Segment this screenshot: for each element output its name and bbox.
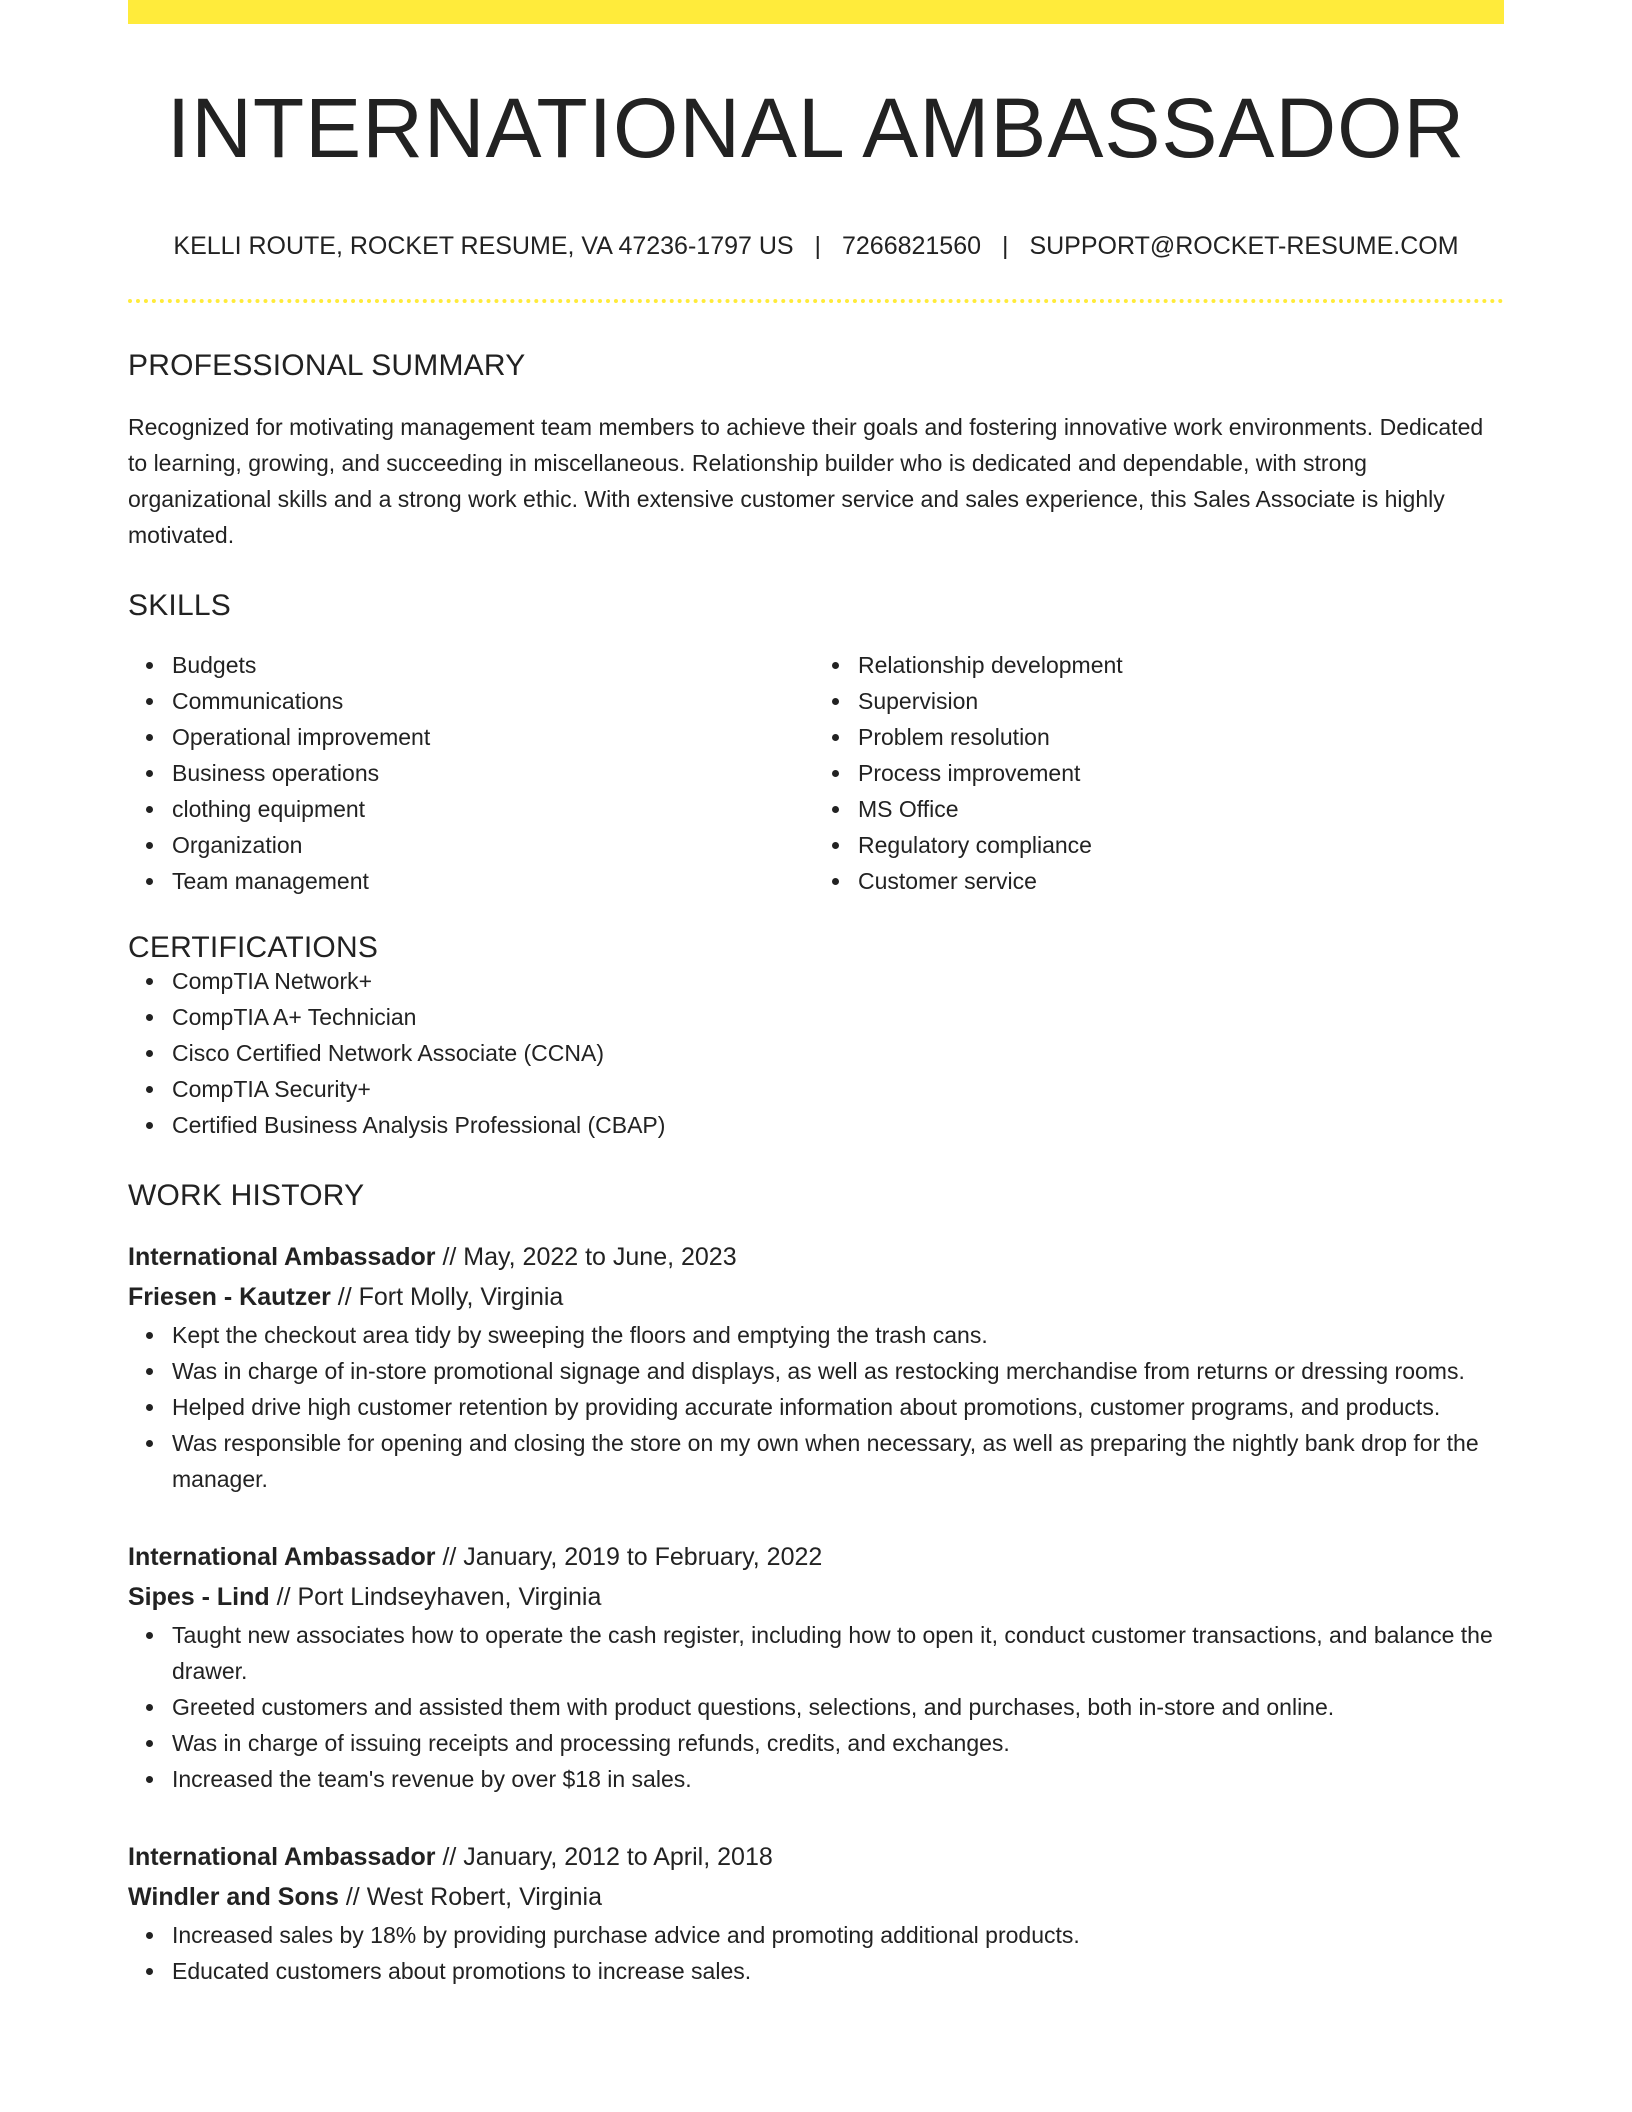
job-duty-item: Kept the checkout area tidy by sweeping the floors and emptying the trash cans. xyxy=(172,1317,1504,1353)
job-dates: // January, 2019 to February, 2022 xyxy=(442,1543,823,1571)
skill-item: Supervision xyxy=(858,683,1504,719)
skills-list-left xyxy=(128,647,816,899)
accent-top-bar xyxy=(128,0,1504,24)
job-role: International Ambassador xyxy=(128,1543,436,1571)
skill-item: MS Office xyxy=(858,791,1504,827)
job-role-line xyxy=(128,1837,1504,1877)
work-history-heading: WORK HISTORY xyxy=(128,1179,365,1212)
job-role-line xyxy=(128,1537,1504,1577)
job-duty-item: Increased the team's revenue by over $18 in sales. xyxy=(172,1761,1504,1797)
skill-item: Communications xyxy=(172,683,816,719)
job-duty-item: Was in charge of in-store promotional signage and displays, as well as restocking merchandise from returns or dressing rooms. xyxy=(172,1353,1504,1389)
contact-email: SUPPORT@ROCKET-RESUME.COM xyxy=(1029,232,1459,260)
certification-item: CompTIA Security+ xyxy=(172,1071,1504,1107)
contact-phone: 7266821560 xyxy=(841,232,982,260)
job-entry xyxy=(128,1537,1504,1797)
contact-separator: | xyxy=(814,232,822,260)
job-duty-item: Greeted customers and assisted them with product questions, selections, and purchases, both in-store and online. xyxy=(172,1689,1504,1725)
summary-text: Recognized for motivating management team members to achieve their goals and fostering innovative work environments. Dedicated to learning, growing, and succeeding in miscellaneous. Relationship builder who is dedicated and dependable, with strong organizational skills and a strong work ethic. With extensive customer service and sales experience, this Sales Associate is highly motivated. xyxy=(128,414,1484,548)
job-dates: // January, 2012 to April, 2018 xyxy=(442,1843,773,1871)
skill-item: Team management xyxy=(172,863,816,899)
contact-separator: | xyxy=(1001,232,1009,260)
skill-item: Problem resolution xyxy=(858,719,1504,755)
job-duty-item: Increased sales by 18% by providing purchase advice and promoting additional products. xyxy=(172,1917,1504,1953)
job-duties-list xyxy=(128,1317,1504,1497)
skill-item: clothing equipment xyxy=(172,791,816,827)
job-location: // Fort Molly, Virginia xyxy=(337,1283,564,1311)
skills-list-right xyxy=(816,647,1504,899)
job-dates: // May, 2022 to June, 2023 xyxy=(442,1243,737,1271)
skill-item: Relationship development xyxy=(858,647,1504,683)
certifications-heading: CERTIFICATIONS xyxy=(128,931,379,964)
job-company: Friesen - Kautzer xyxy=(128,1283,331,1311)
job-duty-item: Was in charge of issuing receipts and processing refunds, credits, and exchanges. xyxy=(172,1725,1504,1761)
contact-line xyxy=(128,234,1504,259)
job-company: Sipes - Lind xyxy=(128,1583,270,1611)
job-location: // West Robert, Virginia xyxy=(345,1883,602,1911)
certification-item: CompTIA A+ Technician xyxy=(172,999,1504,1035)
skill-item: Organization xyxy=(172,827,816,863)
job-duty-item: Taught new associates how to operate the cash register, including how to open it, conduct customer transactions, and balance the drawer. xyxy=(172,1617,1504,1689)
certifications-list xyxy=(128,963,1504,1143)
skill-item: Business operations xyxy=(172,755,816,791)
certification-item: Cisco Certified Network Associate (CCNA) xyxy=(172,1035,1504,1071)
job-role-line xyxy=(128,1237,1504,1277)
skills-columns xyxy=(128,647,1504,899)
skill-item: Budgets xyxy=(172,647,816,683)
job-company-line xyxy=(128,1877,1504,1917)
job-company-line xyxy=(128,1577,1504,1617)
job-company-line xyxy=(128,1277,1504,1317)
job-entry xyxy=(128,1837,1504,1989)
job-duty-item: Educated customers about promotions to increase sales. xyxy=(172,1953,1504,1989)
skill-item: Operational improvement xyxy=(172,719,816,755)
contact-address: KELLI ROUTE, ROCKET RESUME, VA 47236-1797 US xyxy=(173,232,794,260)
job-entry xyxy=(128,1237,1504,1497)
skills-column-right xyxy=(816,647,1504,899)
resume-page xyxy=(128,0,1504,1989)
job-duty-item: Helped drive high customer retention by providing accurate information about promotions, customer programs, and products. xyxy=(172,1389,1504,1425)
job-company: Windler and Sons xyxy=(128,1883,339,1911)
skill-item: Process improvement xyxy=(858,755,1504,791)
skills-heading: SKILLS xyxy=(128,589,231,622)
job-duties-list xyxy=(128,1917,1504,1989)
skills-column-left xyxy=(128,647,816,899)
job-location: // Port Lindseyhaven, Virginia xyxy=(276,1583,602,1611)
job-role: International Ambassador xyxy=(128,1243,436,1271)
skill-item: Customer service xyxy=(858,863,1504,899)
certification-item: Certified Business Analysis Professional (CBAP) xyxy=(172,1107,1504,1143)
resume-name-title: INTERNATIONAL AMBASSADOR xyxy=(166,81,1466,175)
dotted-divider xyxy=(128,299,1504,303)
certification-item: CompTIA Network+ xyxy=(172,963,1504,999)
job-duties-list xyxy=(128,1617,1504,1797)
job-role: International Ambassador xyxy=(128,1843,436,1871)
summary-heading: PROFESSIONAL SUMMARY xyxy=(128,349,526,382)
job-duty-item: Was responsible for opening and closing the store on my own when necessary, as well as preparing the nightly bank drop for the manager. xyxy=(172,1425,1504,1497)
skill-item: Regulatory compliance xyxy=(858,827,1504,863)
